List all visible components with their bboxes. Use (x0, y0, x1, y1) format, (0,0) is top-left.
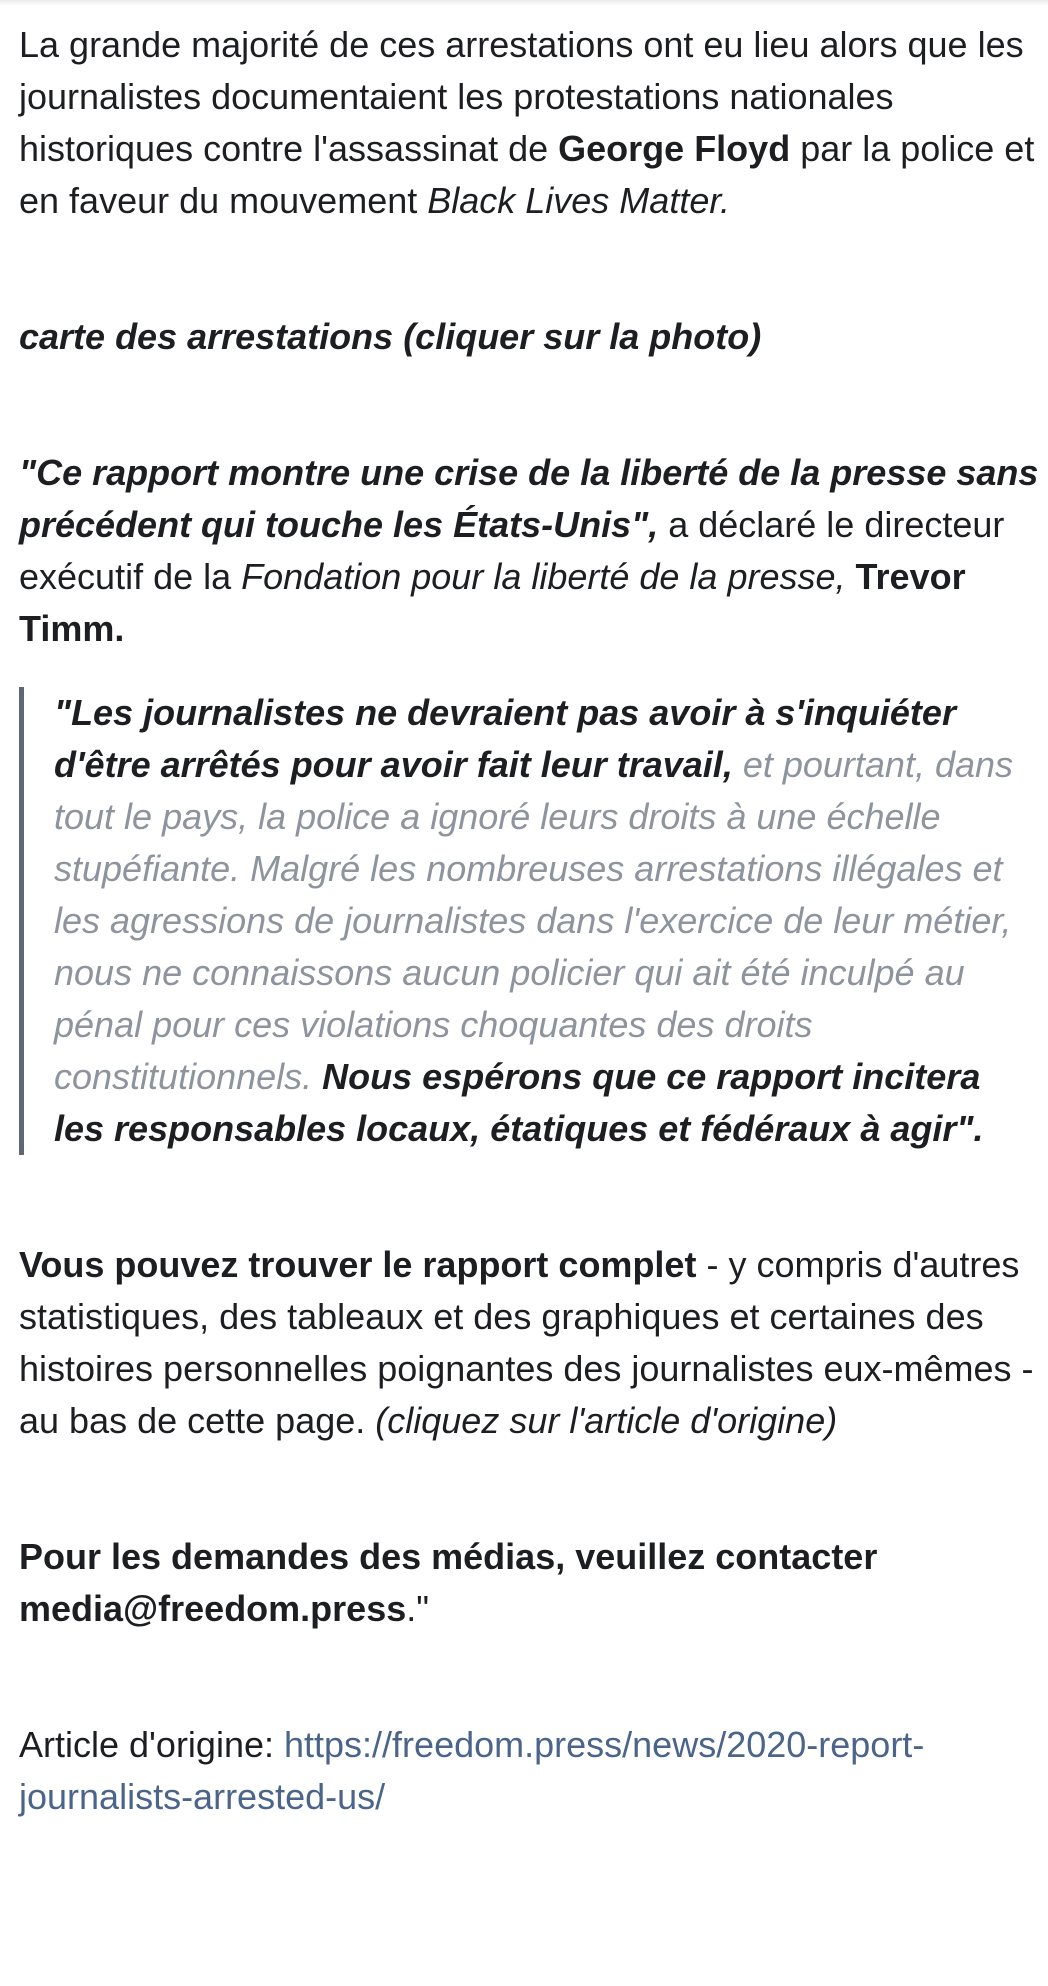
foundation-name: Fondation pour la liberté de la presse, (241, 556, 846, 597)
media-contact-paragraph (19, 1531, 1048, 1635)
top-edge-shadow (0, 0, 1048, 6)
origin-article-link[interactable]: https://freedom.press/news/2020-report-journalists-arrested-us/ (19, 1724, 925, 1817)
post-body (19, 19, 1048, 1823)
report-italic-note: (cliquez sur l'article d'origine) (375, 1400, 838, 1441)
origin-label: Article d'origine: (19, 1724, 284, 1765)
timm-quote: "Ce rapport montre une crise de la liberté de la presse sans précédent qui touche les États-Unis", (19, 452, 1039, 545)
blockquote-bold-start: "Les journalistes ne devraient pas avoir à s'inquiéter d'être arrêtés pour avoir fait leur travail, (54, 692, 956, 785)
george-floyd-name: George Floyd (558, 128, 791, 169)
intro-text-2: par la police et en faveur du mouvement (19, 128, 1035, 221)
quote-intro-paragraph (19, 447, 1048, 655)
intro-text: La grande majorité de ces arrestations ont eu lieu alors que les journalistes documentaient les protestations nationales historiques contre l'assassinat de (19, 24, 1024, 169)
trevor-timm-name: Trevor Timm. (19, 556, 966, 649)
origin-paragraph (19, 1719, 1048, 1823)
media-contact-tail: ." (406, 1588, 430, 1629)
quote-attribution-text: a déclaré le directeur exécutif de la (19, 504, 1005, 597)
blockquote-bold-end: Nous espérons que ce rapport incitera les responsables locaux, étatiques et fédéraux à agir". (54, 1056, 984, 1149)
report-paragraph (19, 1239, 1048, 1447)
report-bold-text: Vous pouvez trouver le rapport complet (19, 1244, 697, 1285)
spacer-text (846, 556, 856, 597)
movement-name: Black Lives Matter. (427, 180, 730, 221)
map-caption: carte des arrestations (cliquer sur la photo) (19, 316, 762, 357)
intro-paragraph (19, 19, 1048, 227)
blockquote-muted-text: et pourtant, dans tout le pays, la police a ignoré leurs droits à une échelle stupéfiante. Malgré les nombreuses arrestations illégales et les agressions de journalistes dans l'exercice de leur métier, nous ne connaissons aucun policier qui ait été inculpé au pénal pour ces violations choquantes des droits constitutionnels. (54, 744, 1014, 1097)
report-text: - y compris d'autres statistiques, des tableaux et des graphiques et certaines des histoires personnelles poignantes des journalistes eux-mêmes - au bas de cette page. (19, 1244, 1034, 1441)
blockquote (19, 687, 1014, 1155)
media-contact-text: Pour les demandes des médias, veuillez contacter media@freedom.press (19, 1536, 878, 1629)
